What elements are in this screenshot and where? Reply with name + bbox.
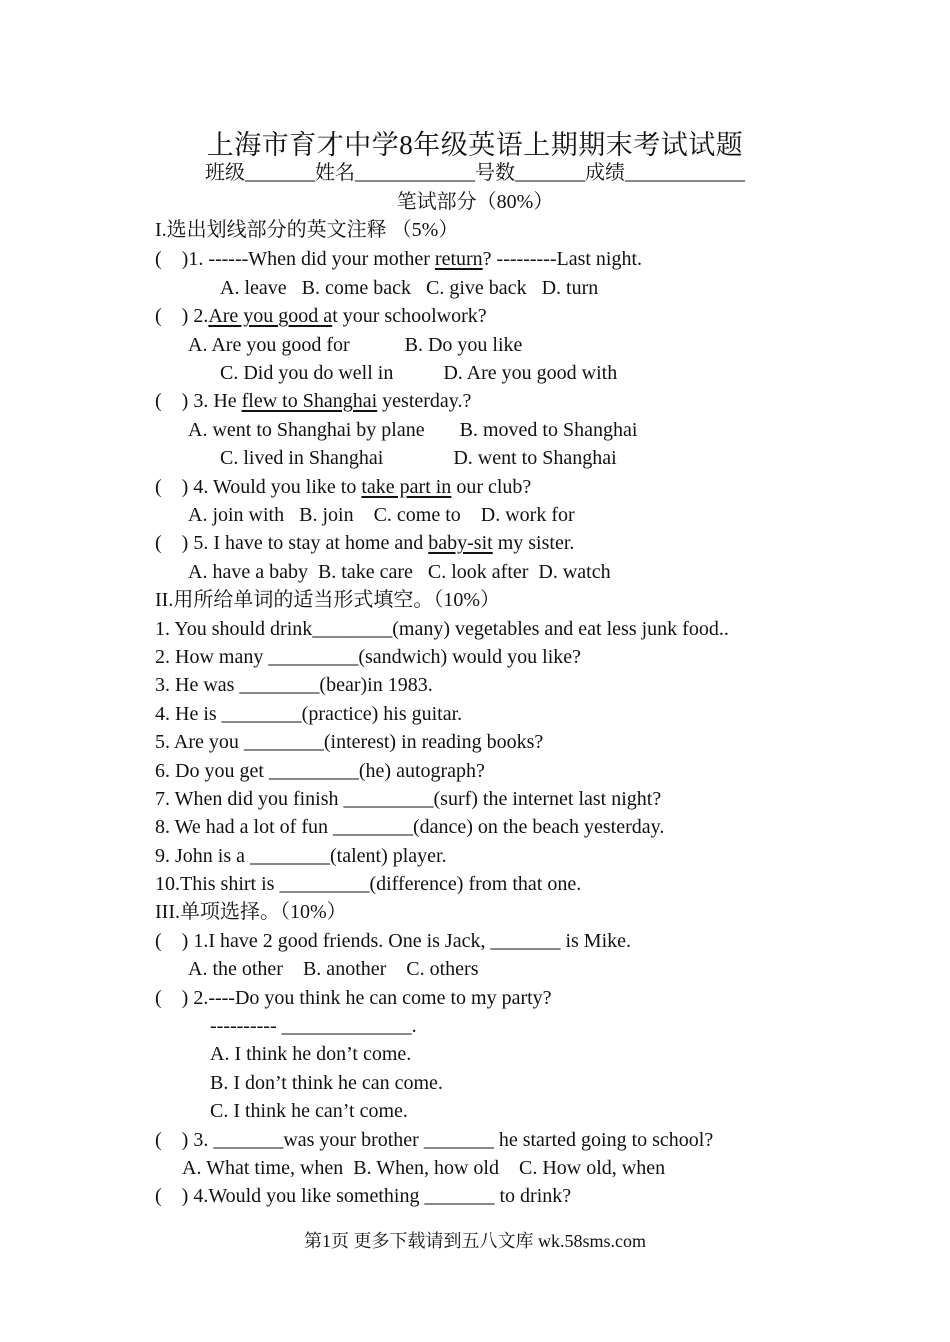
s3-q2-option-c: C. I think he can’t come. (210, 1100, 408, 1122)
s1-q3-options-1: A. went to Shanghai by plane B. moved to Shanghai (188, 419, 638, 441)
s1-q3-options-2: C. lived in Shanghai D. went to Shanghai (220, 447, 617, 469)
s3-q2-blank: ---------- _____________. (210, 1015, 417, 1037)
s1-q2-options-1: A. Are you good for B. Do you like (188, 334, 523, 356)
page-footer: 第1页 更多下载请到五八文库 wk.58sms.com (304, 1231, 646, 1251)
s2-item: 7. When did you finish _________(surf) the internet last night? (155, 788, 662, 810)
s1-q4-options: A. join with B. join C. come to D. work for (188, 504, 575, 526)
s2-item: 9. John is a ________(talent) player. (155, 845, 447, 867)
s1-question-1: ( )1. ------When did your mother return? ---------Last night. (155, 248, 643, 270)
s1-q2-options-2: C. Did you do well in D. Are you good with (220, 362, 618, 384)
section-3-heading: III.单项选择。（10%） (155, 901, 347, 923)
s2-item: 2. How many _________(sandwich) would you like? (155, 646, 582, 668)
s3-question-1: ( ) 1.I have 2 good friends. One is Jack, _______ is Mike. (155, 930, 632, 952)
s1-question-3: ( ) 3. He flew to Shanghai yesterday.? (155, 390, 472, 412)
s2-item: 5. Are you ________(interest) in reading books? (155, 731, 544, 753)
s2-item: 1. You should drink________(many) vegetables and eat less junk food.. (155, 618, 729, 640)
written-part-label: 笔试部分（80%） (396, 191, 554, 213)
s2-item: 8. We had a lot of fun ________(dance) on the beach yesterday. (155, 816, 665, 838)
s1-question-2: ( ) 2.Are you good at your schoolwork? (155, 305, 487, 327)
s1-q1-options: A. leave B. come back C. give back D. turn (220, 277, 599, 299)
s2-item: 3. He was ________(bear)in 1983. (155, 674, 433, 696)
section-2-heading: II.用所给单词的适当形式填空。（10%） (155, 589, 500, 611)
student-info-line: 班级_______姓名____________号数_______成绩____________ (205, 162, 745, 184)
s3-q2-option-b: B. I don’t think he can come. (210, 1072, 443, 1094)
s1-question-4: ( ) 4. Would you like to take part in our club? (155, 476, 532, 498)
s2-item: 4. He is ________(practice) his guitar. (155, 703, 463, 725)
page-title: 上海市育才中学8年级英语上期期末考试试题 (206, 130, 744, 160)
s3-question-4: ( ) 4.Would you like something _______ to drink? (155, 1185, 572, 1207)
s3-q3-options: A. What time, when B. When, how old C. How old, when (182, 1157, 666, 1179)
section-1-heading: I.选出划线部分的英文注释 （5%） (155, 219, 459, 241)
s2-item: 10.This shirt is _________(difference) from that one. (155, 873, 582, 895)
s3-q1-options: A. the other B. another C. others (188, 958, 479, 980)
s2-item: 6. Do you get _________(he) autograph? (155, 760, 485, 782)
s1-question-5: ( ) 5. I have to stay at home and baby-sit my sister. (155, 532, 575, 554)
s1-q5-options: A. have a baby B. take care C. look after D. watch (188, 561, 611, 583)
s3-question-2: ( ) 2.----Do you think he can come to my party? (155, 987, 552, 1009)
s3-q2-option-a: A. I think he don’t come. (210, 1043, 412, 1065)
s3-question-3: ( ) 3. _______was your brother _______ he started going to school? (155, 1129, 714, 1151)
